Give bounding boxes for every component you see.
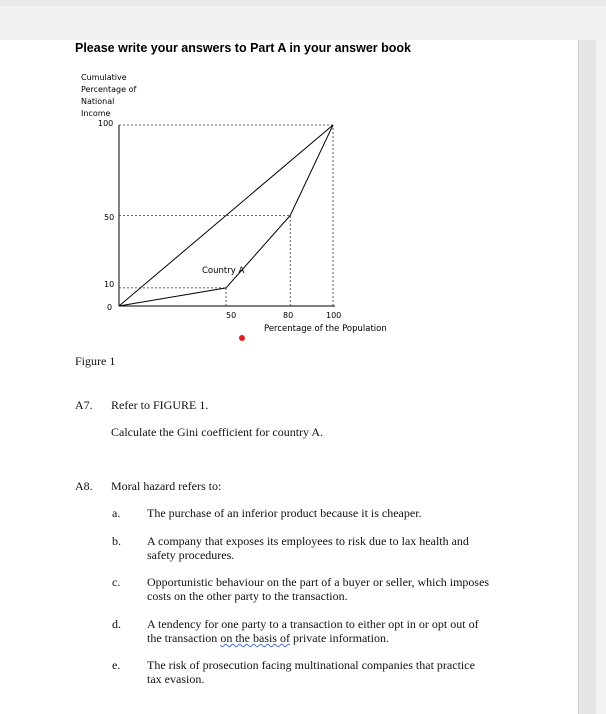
y-tick-50: 50 xyxy=(104,213,115,222)
question-number-a7: A7. xyxy=(75,398,93,412)
y-axis-label-line: National xyxy=(81,97,115,106)
option-c-text: costs on the other party to the transaction. xyxy=(147,589,348,603)
x-axis-label: Percentage of the Population xyxy=(264,324,387,334)
toolbar-area xyxy=(0,0,606,41)
option-a-text: The purchase of an inferior product because it is cheaper. xyxy=(147,506,422,520)
option-d-text-line2 xyxy=(147,631,389,645)
option-letter: c. xyxy=(112,575,121,589)
question-a8-stem: Moral hazard refers to: xyxy=(111,479,222,493)
option-b-text: A company that exposes its employees to risk due to lax health and xyxy=(147,534,469,548)
x-tick-50: 50 xyxy=(226,311,237,320)
y-tick-100: 100 xyxy=(98,119,114,128)
question-number-a8: A8. xyxy=(75,479,93,493)
vertical-scrollbar[interactable] xyxy=(578,40,606,714)
y-axis-label-line: Income xyxy=(81,109,111,118)
y-axis-label-line: Cumulative xyxy=(81,73,127,82)
option-e-text: The risk of prosecution facing multinational companies that practice xyxy=(147,658,475,672)
document-page xyxy=(0,40,578,714)
scrollbar-track[interactable] xyxy=(596,40,606,714)
question-a7-line2: Calculate the Gini coefficient for country A. xyxy=(111,425,324,439)
option-letter: b. xyxy=(112,534,121,548)
option-d-part: private information. xyxy=(292,631,389,645)
spellcheck-underlined-text[interactable]: on the basis of xyxy=(220,631,290,645)
country-a-label: Country A xyxy=(202,266,245,276)
page-heading: Please write your answers to Part A in your answer book xyxy=(75,41,411,55)
option-e-text: tax evasion. xyxy=(147,672,205,686)
option-letter: e. xyxy=(112,658,121,672)
y-axis-label-line: Percentage of xyxy=(81,85,137,94)
option-c-text: Opportunistic behaviour on the part of a buyer or seller, which imposes xyxy=(147,575,490,589)
figure-caption: Figure 1 xyxy=(75,354,116,368)
x-tick-100: 100 xyxy=(326,311,342,320)
option-letter: a. xyxy=(112,506,121,520)
y-tick-10: 10 xyxy=(104,280,115,289)
x-tick-80: 80 xyxy=(283,311,294,320)
option-d-text: A tendency for one party to a transaction to either opt in or opt out of xyxy=(147,617,479,631)
option-letter: d. xyxy=(112,617,121,631)
y-tick-0: 0 xyxy=(107,303,113,312)
toolbar-strip xyxy=(0,6,606,40)
red-dot-marker xyxy=(239,335,245,341)
option-d-part: the transaction xyxy=(147,631,218,645)
question-a7-line1: Refer to FIGURE 1. xyxy=(111,398,209,412)
option-b-text: safety procedures. xyxy=(147,548,235,562)
